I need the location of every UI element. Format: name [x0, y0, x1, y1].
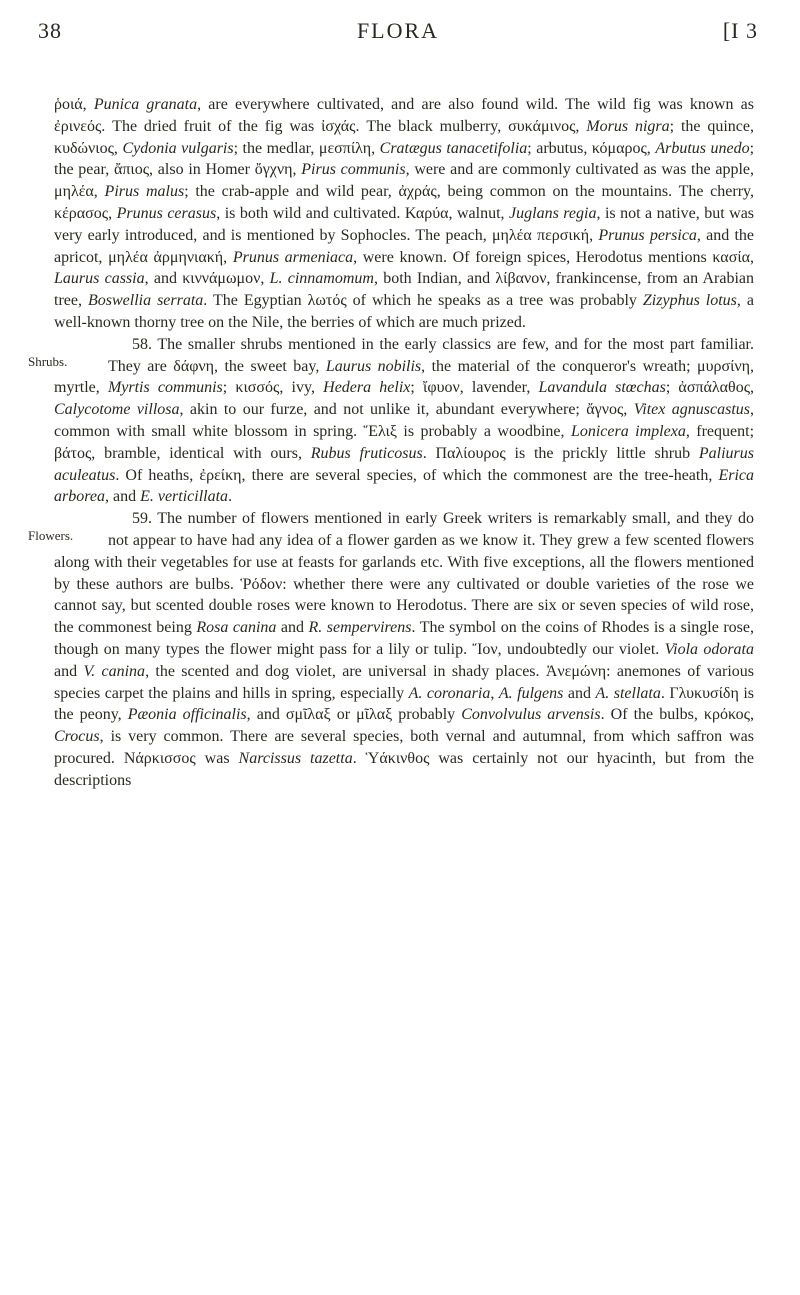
- text-run: , and the apricot, μηλέα ἀρμηνιακή,: [54, 226, 755, 266]
- text-run: , akin to our furze, and not unlike it, abundant everywhere; ἄγνος,: [179, 401, 634, 419]
- text-run: , were known. Of foreign spices, Herodotus mentions κασία,: [353, 248, 754, 266]
- species-name: Boswellia serrata: [87, 292, 204, 310]
- species-name: Lavandula stœchas: [538, 379, 666, 397]
- text-run: . Παλίουρος is the prickly little shrub: [422, 444, 699, 462]
- text-run: and: [563, 684, 596, 702]
- side-note: Shrubs.: [28, 353, 68, 369]
- text-run: , and σμῖλαξ or μῖλαξ probably: [246, 706, 462, 724]
- text-run: The smaller shrubs mentioned in the early classics are few, and for the most part familiar. They are δάφνη, the sweet bay,: [108, 335, 754, 375]
- species-name: Laurus cassia: [54, 270, 145, 288]
- text-run: and: [54, 662, 84, 680]
- side-note: Flowers.: [28, 528, 74, 544]
- species-name: A. stellata: [595, 684, 661, 702]
- body-text: [28, 94, 755, 792]
- text-run: and: [276, 619, 309, 637]
- species-name: R. sempervirens: [308, 619, 412, 637]
- text-run: , the scented and dog violet, are universal in shady places. Ἀνεμώνη: anemones of various species carpet the plains and hills in spring, especially: [54, 662, 754, 702]
- text-run: , both Indian, and λίβανον, frankincense, from an Arabian tree,: [54, 270, 755, 310]
- text-run: , is not a native, but was very early introduced, and is mentioned by Sophocles. The peach, μηλέα περσική,: [54, 204, 755, 244]
- species-name: Pirus malus: [104, 183, 185, 201]
- species-name: Paliurus aculeatus: [54, 444, 755, 484]
- species-name: Convolvulus arvensis: [461, 706, 601, 724]
- species-name: E. verticillata: [140, 488, 229, 506]
- species-name: Laurus nobilis: [325, 357, 422, 375]
- species-name: Cydonia vulgaris: [122, 139, 234, 157]
- species-name: Pæonia officinalis: [127, 706, 247, 724]
- text-run: , were and are commonly cultivated as was the apple, μηλέα,: [54, 161, 754, 201]
- running-title: FLORA: [356, 18, 440, 43]
- text-run: , is very common. There are several species, both vernal and autumnal, from which saffron was procured. Νάρκισσος was: [54, 728, 754, 767]
- text-run: . Γλυκυσίδη is the peony,: [54, 684, 754, 724]
- species-name: Cratægus tanacetifolia: [379, 139, 528, 157]
- species-name: Morus nigra: [586, 117, 670, 135]
- section-number: 59.: [132, 510, 152, 528]
- text-run: ; ἴφυον, lavender,: [410, 379, 539, 397]
- page-header: [38, 18, 758, 58]
- text-run: The number of flowers mentioned in early Greek writers is remarkably small, and they do not appear to have had any idea of a flower garden as we know it. They grew a few scented flowers along with their vegetables for use at feasts for garlands etc. With five exceptions, all the flowers mentioned by these authors are bulbs. Ῥόδον: whether there were any cultivated or double varieties of the rose we cannot say, but scented double roses were known to Herodotus. There are six or seven species of wild rose, the commonest being: [54, 510, 755, 637]
- species-name: Prunus persica: [598, 226, 697, 244]
- species-name: Narcissus tazetta: [238, 749, 353, 767]
- text-run: , a well-known thorny tree on the Nile, the berries of which are much prized.: [54, 292, 754, 331]
- text-run: ; the pear, ἄπιος, also in Homer ὄγχνη,: [54, 139, 755, 179]
- text-run: , the material of the conqueror's wreath; μυρσίνη, myrtle,: [54, 357, 755, 397]
- species-name: Prunus armeniaca: [232, 248, 354, 266]
- text-run: , frequent; βάτος, bramble, identical with ours,: [54, 422, 755, 462]
- species-name: A. coronaria: [408, 684, 491, 702]
- species-name: Punica granata: [93, 96, 198, 113]
- text-run: , is both wild and cultivated. Καρύα, walnut,: [216, 204, 510, 222]
- species-name: Pirus communis: [301, 161, 406, 179]
- text-run: ; arbutus, κόμαρος,: [527, 139, 656, 157]
- text-run: ῥοιά,: [54, 96, 94, 113]
- species-name: Arbutus unedo: [655, 139, 750, 157]
- text-run: , common with small white blossom in spring. Ἕλιξ is probably a woodbine,: [54, 401, 755, 440]
- text-run: ,: [490, 684, 499, 702]
- text-run: . The symbol on the coins of Rhodes is a single rose, though on many types the flower might pass for a lily or tulip. Ἴον, undoubtedly our violet.: [54, 619, 755, 658]
- text-run: ; κισσός, ivy,: [222, 379, 324, 397]
- text-run: . Of heaths, ἐρείκη, there are several species, of which the commonest are the tree-heath,: [115, 466, 719, 484]
- species-name: Viola odorata: [664, 640, 754, 658]
- paragraph-58: [28, 334, 755, 508]
- species-name: Myrtis communis: [107, 379, 223, 397]
- text-run: ; the medlar, μεσπίλη,: [233, 139, 380, 157]
- species-name: Lonicera implexa: [570, 422, 686, 440]
- species-name: Rosa canina: [196, 619, 277, 637]
- species-name: Crocus: [54, 728, 100, 746]
- species-name: Calycotome villosa: [54, 401, 180, 419]
- text-run: .: [228, 488, 233, 506]
- section-mark: [I 3: [722, 18, 758, 43]
- paragraph-continuation: [54, 94, 754, 334]
- species-name: V. canina: [83, 662, 146, 680]
- page-number: 38: [38, 18, 62, 43]
- species-name: Erica arborea: [54, 466, 754, 506]
- text-run: , and κιννάμωμον,: [144, 270, 270, 288]
- species-name: Hedera helix: [323, 379, 411, 397]
- text-run: , are everywhere cultivated, and are also found wild. The wild fig was known as ἐρινεός. The dried fruit of the fig was ἰσχάς. The black mulberry, συκάμινος,: [54, 96, 755, 135]
- text-run: . The Egyptian λωτός of which he speaks as a tree was probably: [203, 292, 643, 310]
- text-run: ; ἀσπάλαθος,: [665, 379, 755, 397]
- text-run: . Ὑάκινθος was certainly not our hyacinth, but from the descriptions: [54, 749, 754, 789]
- species-name: Vitex agnuscastus: [633, 401, 751, 419]
- species-name: Prunus cerasus: [116, 204, 217, 222]
- species-name: Zizyphus lotus: [642, 292, 737, 310]
- section-number: 58.: [132, 335, 152, 353]
- species-name: Juglans regia: [509, 204, 597, 222]
- text-run: , and: [104, 488, 141, 506]
- text-run: ; the crab-apple and wild pear, ἀχράς, being common on the mountains. The cherry, κέρασος,: [54, 183, 755, 222]
- species-name: L. cinnamomum: [269, 270, 374, 288]
- species-name: Rubus fruticosus: [310, 444, 423, 462]
- text-run: ; the quince, κυδώνιος,: [54, 117, 755, 157]
- text-run: . Of the bulbs, κρόκος,: [600, 706, 755, 724]
- species-name: A. fulgens: [498, 684, 564, 702]
- paragraph-59: [28, 508, 755, 791]
